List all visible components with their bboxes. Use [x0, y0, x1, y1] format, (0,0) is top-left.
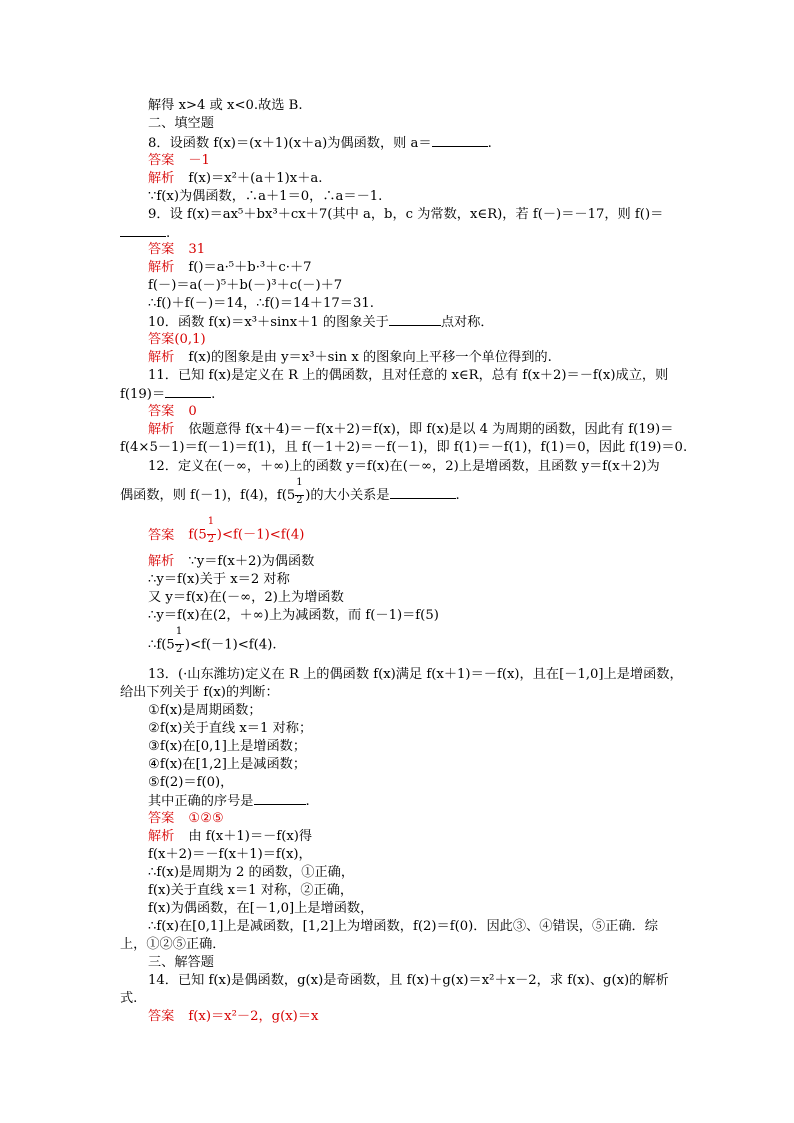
answer-blank [390, 486, 456, 499]
section-heading: 三、解答题 [148, 955, 214, 970]
fraction-denominator: 2 [296, 494, 303, 506]
text-line: f(x)关于直线 x＝1 对称，②正确， [148, 883, 354, 898]
text-line: 给出下列关于 f(x)的判断： [120, 685, 279, 700]
analysis-text: ∵y＝f(x＋2)为偶函数 [188, 554, 315, 569]
question-11: 11．已知 f(x)是定义在 R 上的偶函数，且对任意的 x∈R，总有 f(x＋2)＝－f(x)成立，则 [148, 368, 669, 383]
answer-value: ①②⑤ [188, 811, 224, 826]
question-text: . [455, 488, 460, 503]
analysis-line [148, 170, 323, 188]
list-item: ②f(x)关于直线 x＝1 对称； [148, 721, 313, 736]
question-12: 12．定义在(－∞，＋∞)上的函数 y＝f(x)在(－∞，2)上是增函数，且函数 y＝f(x＋2)为 [148, 459, 660, 474]
text-line: f(x)为偶函数，在[－1,0]上是增函数， [148, 901, 374, 916]
text-line [120, 385, 215, 404]
text-line: ∵f(x)为偶函数，∴a＋1＝0，∴a＝－1. [148, 189, 383, 204]
question-text: . [166, 226, 171, 241]
text-line: ∴y＝f(x)关于 x＝2 对称 [148, 572, 290, 587]
text-line: 式. [120, 991, 138, 1006]
answer-blank [165, 385, 211, 398]
analysis-line [148, 421, 673, 439]
analysis-label: 解析 [148, 350, 175, 365]
answer-value: )<f(－1)<f(4) [216, 527, 305, 543]
answer-label: 答案 [148, 242, 175, 257]
question-text: . [211, 387, 216, 402]
answer-line: 答案(0,1) [148, 332, 206, 347]
answer-label: 答案 [148, 404, 175, 419]
analysis-text: f(x)的图象是由 y＝x³＋sin x 的图象向上平移一个单位得到的. [188, 350, 552, 365]
text-line [148, 792, 310, 811]
list-item: ⑤f(2)＝f(0)， [148, 775, 234, 790]
answer-value: －1 [188, 153, 210, 168]
answer-line [148, 810, 224, 828]
list-item: ④f(x)在[1,2]上是减函数； [148, 757, 307, 772]
answer-line [148, 152, 210, 170]
analysis-label: 解析 [148, 260, 175, 275]
text-line: ∴f(x)是周期为 2 的函数，①正确， [148, 865, 355, 880]
text-line: f(x＋2)＝－f(x＋1)＝f(x)， [148, 847, 312, 862]
fraction-numerator: 1 [207, 516, 215, 527]
analysis-text: f()＝a·⁵＋b·³＋c·＋7 [188, 260, 312, 275]
analysis-label: 解析 [148, 829, 175, 844]
analysis-text: 由 f(x＋1)＝－f(x)得 [188, 829, 313, 844]
text-line: 解得 x>4 或 x<0.故选 B. [148, 98, 303, 113]
text-line [148, 626, 277, 655]
answer-line [148, 241, 205, 259]
fraction-numerator: 1 [296, 476, 303, 488]
analysis-label: 解析 [148, 422, 175, 437]
question-9: 9．设 f(x)＝ax⁵＋bx³＋cx＋7(其中 a，b，c 为常数，x∈R)，若 f(－)＝－17，则 f()＝ [148, 207, 664, 222]
text-line: ∴f(x)在[0,1]上是减函数，[1,2]上为增函数，f(2)＝f(0)．因此③、④错误，⑤正确．综 [148, 919, 658, 934]
answer-value: f(5 [188, 527, 207, 543]
text-line: ∴f()＋f(－)＝14，∴f()＝14＋17＝31. [148, 296, 374, 311]
analysis-label: 解析 [148, 171, 175, 186]
answer-line [148, 1008, 318, 1026]
fraction [207, 516, 217, 545]
analysis-line [148, 259, 312, 277]
analysis-text: f(x)＝x²＋(a＋1)x＋a. [188, 171, 323, 186]
question-text: 其中正确的序号是 [148, 794, 254, 809]
question-8 [148, 134, 492, 153]
question-text: 10．函数 f(x)＝x³＋sinx＋1 的图象关于 [148, 315, 389, 330]
answer-label: 答案 [148, 527, 175, 543]
question-text: 8．设函数 f(x)＝(x＋1)(x＋a)为偶函数，则 a＝ [148, 136, 432, 151]
answer-label: 答案 [148, 153, 175, 168]
text-line: 上，①②⑤正确． [120, 937, 226, 952]
fraction [175, 626, 185, 655]
list-item: ①f(x)是周期函数； [148, 703, 262, 718]
question-text: . [487, 136, 492, 151]
question-13: 13．(·山东潍坊)定义在 R 上的偶函数 f(x)满足 f(x＋1)＝－f(x)，且在[－1,0]上是增函数， [148, 667, 683, 682]
answer-label: 答案 [148, 811, 175, 826]
answer-blank [254, 792, 306, 805]
question-14: 14．已知 f(x)是偶函数，g(x)是奇函数，且 f(x)＋g(x)＝x²＋x－2，求 f(x)、g(x)的解析 [148, 973, 669, 988]
answer-line [148, 516, 305, 545]
analysis-text: ∴f(5 [148, 637, 175, 653]
analysis-line [148, 828, 312, 846]
answer-value: 0 [188, 404, 197, 419]
answer-blank [432, 134, 488, 147]
analysis-label: 解析 [148, 554, 175, 569]
text-line: 又 y＝f(x)在(－∞，2)上为增函数 [148, 590, 344, 605]
question-text: 偶函数，则 f(－1)，f(4)，f(5 [120, 488, 296, 503]
answer-value: f(x)＝x²－2，g(x)＝x [188, 1009, 319, 1024]
question-text: . [305, 794, 310, 809]
question-10 [148, 313, 494, 332]
text-line: ∴y＝f(x)在(2，＋∞)上为减函数，而 f(－1)＝f(5) [148, 608, 439, 623]
question-text: 点对称． [440, 315, 494, 330]
analysis-line [148, 553, 314, 571]
answer-blank [120, 224, 166, 237]
answer-label: 答案 [148, 1009, 175, 1024]
section-heading: 二、填空题 [148, 116, 214, 131]
text-line: f(－)＝a(－)⁵＋b(－)³＋c(－)＋7 [148, 278, 343, 293]
answer-blank [389, 313, 441, 326]
analysis-text: )<f(－1)<f(4). [184, 637, 277, 653]
text-line: f(4×5－1)＝f(－1)＝f(1)，且 f(－1＋2)＝－f(－1)，即 f(1)＝－f(1)，f(1)＝0，因此 f(19)＝0. [120, 440, 688, 455]
question-text: )的大小关系是 [305, 488, 390, 503]
answer-line [148, 403, 197, 421]
answer-value: 31 [188, 242, 206, 257]
fraction-denominator: 2 [207, 534, 215, 545]
fraction [295, 476, 305, 506]
text-line [120, 476, 460, 506]
analysis-line [148, 349, 552, 367]
question-text: f(19)＝ [120, 387, 166, 402]
fraction-numerator: 1 [175, 626, 183, 637]
fraction-denominator: 2 [175, 644, 183, 655]
analysis-text: 依题意得 f(x＋4)＝－f(x＋2)＝f(x)，即 f(x)是以 4 为周期的函数，因此有 f(19)＝ [188, 422, 674, 437]
list-item: ③f(x)在[0,1]上是增函数； [148, 739, 307, 754]
